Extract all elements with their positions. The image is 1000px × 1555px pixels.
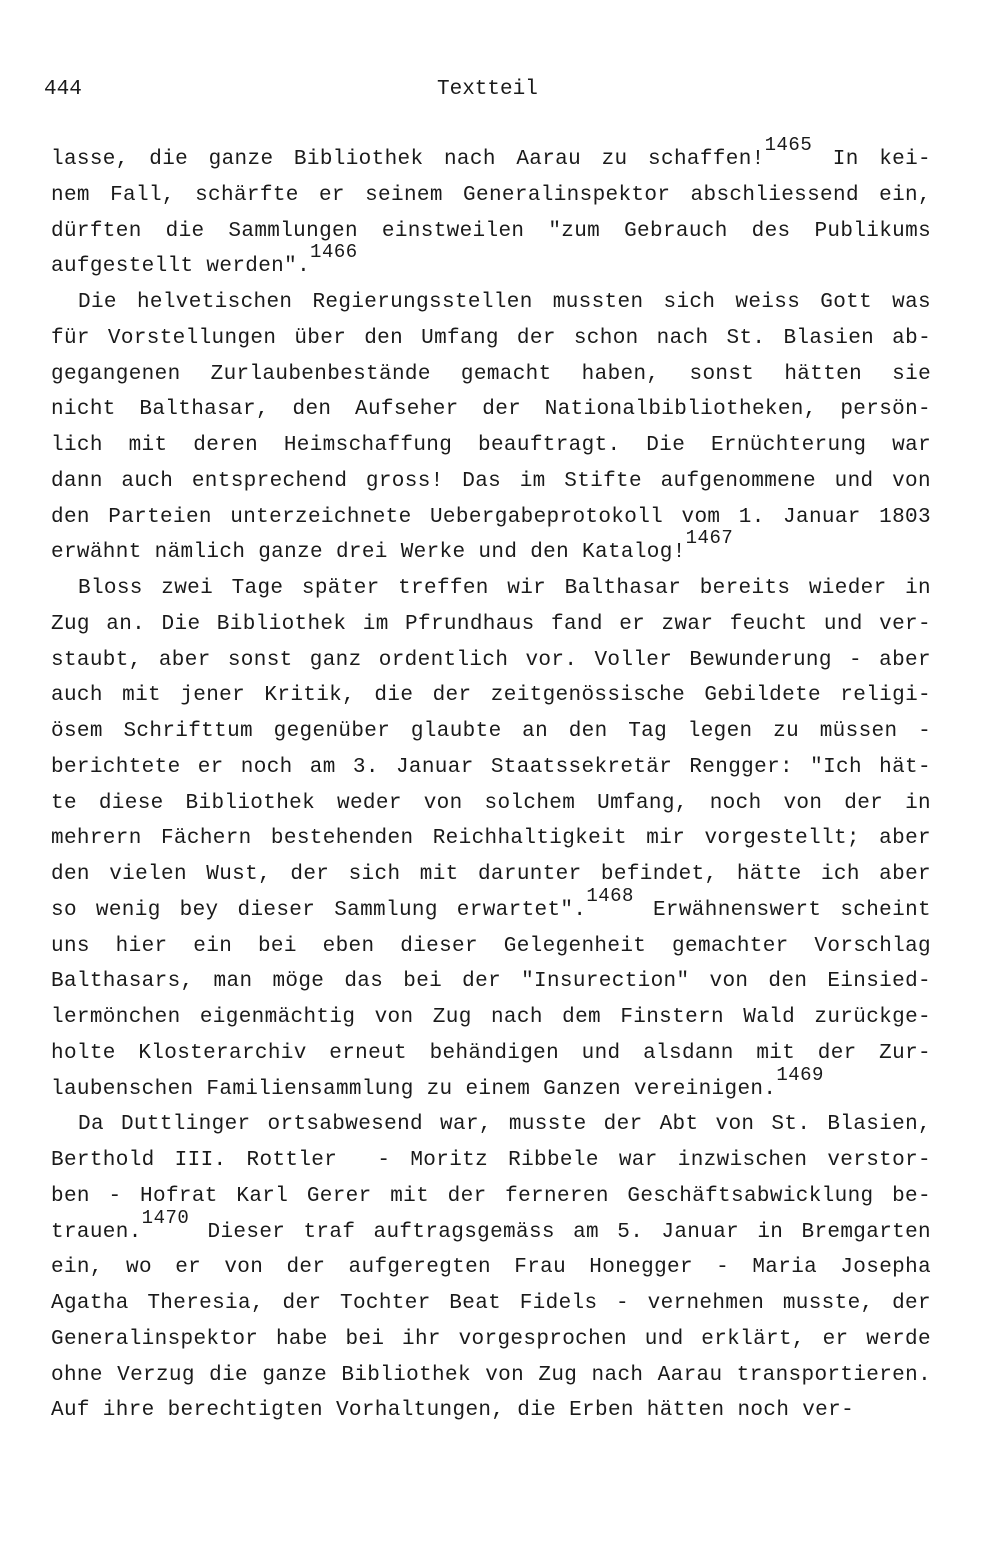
line-text: erwähnt nämlich ganze drei Werke und den Katalog! bbox=[51, 541, 686, 565]
text-line bbox=[51, 607, 966, 643]
footnote-marker: 1465 bbox=[764, 134, 813, 156]
text-line bbox=[51, 1143, 966, 1179]
line-text: trauen. bbox=[51, 1220, 142, 1244]
text-line bbox=[51, 964, 966, 1000]
text-line bbox=[51, 1286, 966, 1322]
text-line bbox=[51, 857, 966, 893]
text-line bbox=[51, 357, 966, 393]
line-text: Da Duttlinger ortsabwesend war, musste der Abt von St. Blasien, bbox=[78, 1113, 931, 1137]
text-line bbox=[51, 643, 966, 679]
line-text: ein, wo er von der aufgeregten Frau Honegger - Maria Josepha bbox=[51, 1256, 932, 1280]
text-line bbox=[51, 500, 966, 536]
text-line bbox=[51, 884, 966, 929]
line-text: Agatha Theresia, der Tochter Beat Fidels - vernehmen musste, der bbox=[51, 1292, 931, 1315]
line-text: Zug an. Die Bibliothek im Pfrundhaus fand er zwar feucht und ver- bbox=[51, 612, 931, 636]
text-line bbox=[51, 527, 966, 571]
line-text: lermönchen eigenmächtig von Zug nach dem Finstern Wald zurückge- bbox=[51, 1006, 931, 1029]
text-line bbox=[51, 786, 966, 822]
page-number: 444 bbox=[44, 78, 82, 101]
text-line bbox=[51, 1000, 966, 1036]
line-text: ösem Schrifttum gegenüber glaubte an den Tag legen zu müssen - bbox=[51, 720, 932, 743]
line-text: Auf ihre berechtigten Vorhaltungen, die Erben hätten noch ver- bbox=[51, 1399, 855, 1423]
line-text: ohne Verzug die ganze Bibliothek von Zug nach Aarau transportieren. bbox=[51, 1363, 932, 1387]
text-line bbox=[51, 134, 966, 178]
line-text: Die helvetischen Regierungsstellen mussten sich weiss Gott was bbox=[78, 291, 932, 314]
text-line bbox=[51, 821, 966, 857]
text-line bbox=[51, 1206, 966, 1251]
line-text: Balthasars, man möge das bei der "Insurection" von den Einsied- bbox=[51, 970, 931, 994]
line-text-continued: Erwähnenswert scheint bbox=[633, 898, 931, 922]
line-text: lich mit deren Heimschaffung beauftragt. Die Ernüchterung war bbox=[51, 434, 932, 457]
text-line bbox=[51, 678, 966, 714]
text-line bbox=[51, 178, 966, 214]
footnote-marker: 1468 bbox=[586, 884, 634, 907]
text-line bbox=[51, 214, 966, 250]
line-text: Bloss zwei Tage später treffen wir Balthasar bereits wieder in bbox=[78, 577, 931, 600]
text-line bbox=[51, 750, 966, 786]
text-line bbox=[51, 241, 966, 285]
text-line bbox=[51, 1322, 966, 1358]
paragraph-start-line bbox=[51, 1107, 966, 1143]
text-line bbox=[51, 392, 966, 428]
footnote-marker: 1467 bbox=[685, 527, 734, 550]
line-text: dann auch entsprechend gross! Das im Stifte aufgenommene und von bbox=[51, 469, 931, 493]
text-line bbox=[51, 321, 966, 357]
line-text: Generalinspektor habe bei ihr vorgesprochen und erklärt, er werde bbox=[51, 1327, 931, 1351]
text-line bbox=[51, 464, 966, 500]
line-text: holte Klosterarchiv erneut behändigen und alsdann mit der Zur- bbox=[51, 1041, 931, 1065]
text-line bbox=[51, 428, 966, 464]
line-text-continued: Dieser traf auftragsgemäss am 5. Januar in Bremgarten bbox=[189, 1220, 932, 1244]
text-line bbox=[51, 1250, 966, 1286]
running-title: Textteil bbox=[437, 78, 538, 101]
line-text: mehrern Fächern bestehenden Reichhaltigkeit mir vorgestellt; aber bbox=[51, 827, 931, 851]
line-text: dürften die Sammlungen einstweilen "zum Gebrauch des Publikums bbox=[51, 219, 932, 243]
line-text: den Parteien unterzeichnete Uebergabeprotokoll vom 1. Januar 1803 bbox=[51, 505, 931, 529]
paragraph-start-line bbox=[51, 285, 966, 321]
body-text bbox=[51, 134, 966, 1429]
line-text: nem Fall, schärfte er seinem Generalinspektor abschliessend ein, bbox=[51, 183, 931, 207]
footnote-marker: 1466 bbox=[310, 241, 358, 264]
line-text: den vielen Wust, der sich mit darunter befindet, hätte ich aber bbox=[51, 863, 931, 886]
line-text: ben - Hofrat Karl Gerer mit der ferneren Geschäftsabwicklung be- bbox=[51, 1184, 931, 1208]
line-text: te diese Bibliothek weder von solchem Umfang, noch von der in bbox=[51, 791, 931, 815]
paragraph-start-line bbox=[51, 571, 966, 607]
text-line bbox=[51, 1358, 966, 1394]
footnote-marker: 1470 bbox=[141, 1206, 190, 1229]
line-text: laubenschen Familiensammlung zu einem Ganzen vereinigen. bbox=[51, 1077, 777, 1101]
text-line bbox=[51, 714, 966, 750]
line-text: Berthold III. Rottler - Moritz Ribbele war inzwischen verstor- bbox=[51, 1149, 931, 1172]
line-text: für Vorstellungen über den Umfang der schon nach St. Blasien ab- bbox=[51, 326, 932, 350]
line-text: so wenig bey dieser Sammlung erwartet". bbox=[51, 898, 587, 922]
line-text-continued: In kei- bbox=[812, 148, 932, 171]
line-text: uns hier ein bei eben dieser Gelegenheit gemachter Vorschlag bbox=[51, 934, 932, 958]
line-text: auch mit jener Kritik, die der zeitgenössische Gebildete religi- bbox=[51, 684, 931, 708]
text-line bbox=[51, 1393, 966, 1429]
text-line bbox=[51, 1063, 966, 1108]
line-text: lasse, die ganze Bibliothek nach Aarau zu schaffen! bbox=[51, 148, 765, 171]
text-line bbox=[51, 929, 966, 965]
line-text: berichtete er noch am 3. Januar Staatssekretär Rengger: "Ich hät- bbox=[51, 755, 931, 779]
line-text: gegangenen Zurlaubenbestände gemacht haben, sonst hätten sie bbox=[51, 362, 932, 386]
footnote-marker: 1469 bbox=[776, 1063, 824, 1086]
page-header bbox=[44, 76, 956, 104]
line-text: nicht Balthasar, den Aufseher der Nationalbibliotheken, persön- bbox=[51, 398, 931, 422]
text-line bbox=[51, 1036, 966, 1072]
line-text: aufgestellt werden". bbox=[51, 255, 311, 279]
line-text: staubt, aber sonst ganz ordentlich vor. Voller Bewunderung - aber bbox=[51, 648, 931, 672]
